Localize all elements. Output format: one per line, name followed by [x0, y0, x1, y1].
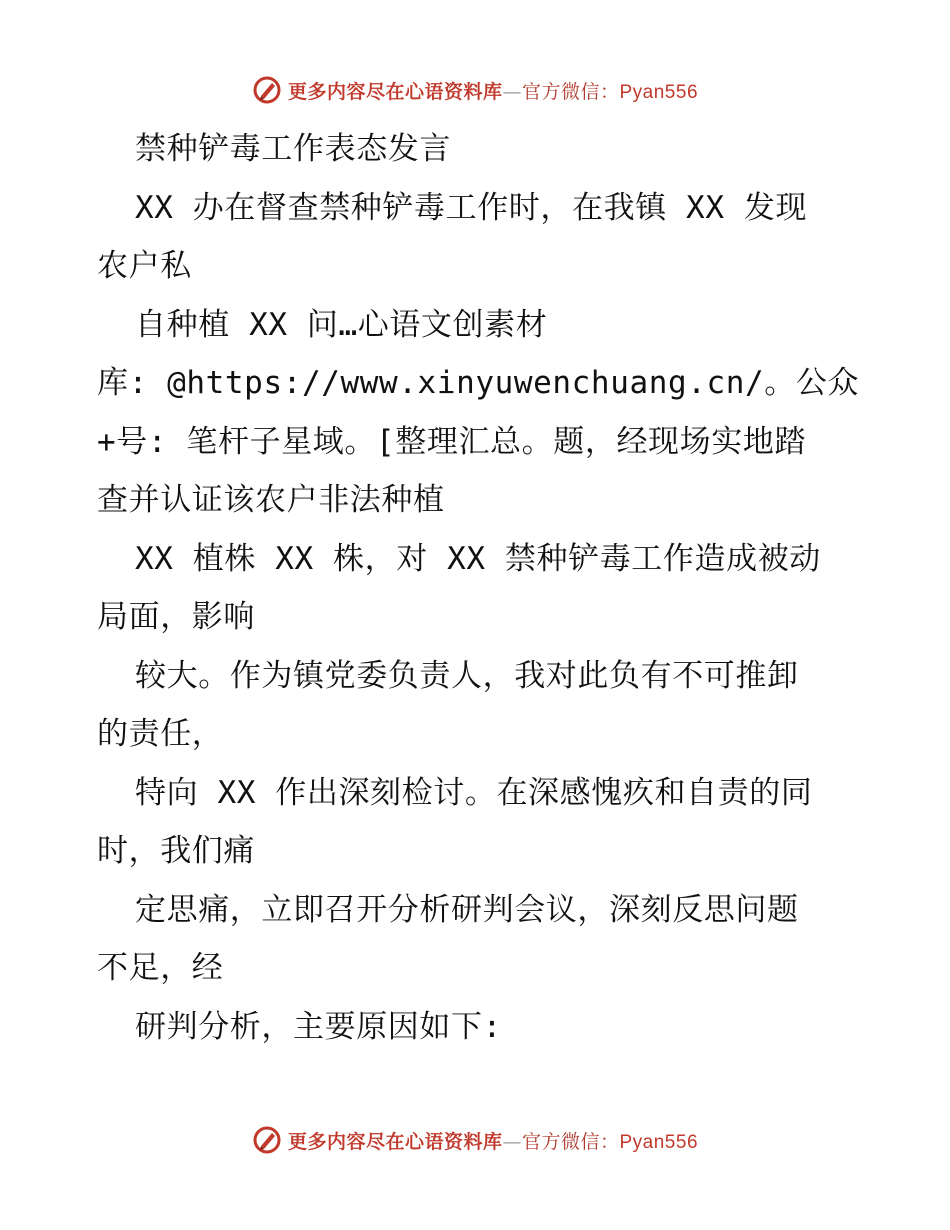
document-title: 禁种铲毒工作表态发言: [135, 131, 451, 167]
banner-wechat-label: 官方微信：: [521, 80, 620, 103]
paragraph-line: 时，我们痛: [97, 833, 255, 869]
paragraph-line: 农户私: [97, 248, 192, 284]
header-watermark-banner: [0, 68, 950, 112]
paragraph-line: 局面，影响: [97, 599, 255, 635]
banner-brand: 更多内容尽在心语资料库: [287, 1130, 503, 1153]
banner-text: [288, 1127, 698, 1154]
footer-watermark-banner: [0, 1118, 950, 1162]
paragraph-line: XX 办在督查禁种铲毒工作时，在我镇 XX 发现: [135, 189, 808, 226]
red-pen-circle-icon: [252, 75, 282, 105]
banner-text: [288, 77, 698, 104]
banner-wechat-id: Pyan556: [619, 1131, 699, 1153]
banner-separator: —: [502, 1130, 522, 1153]
paragraph-line: 的责任，: [97, 716, 224, 752]
paragraph-line: 特向 XX 作出深刻检讨。在深感愧疚和自责的同: [135, 774, 813, 811]
banner-brand: 更多内容尽在心语资料库: [287, 80, 503, 103]
paragraph-line: 查并认证该农户非法种植: [97, 482, 445, 518]
paragraph-line: XX 植株 XX 株，对 XX 禁种铲毒工作造成被动: [135, 540, 821, 577]
paragraph-line: 较大。作为镇党委负责人，我对此负有不可推卸: [135, 657, 799, 694]
paragraph-line: 不足，经: [97, 950, 224, 986]
paragraph-line: 库: @https://www.xinyuwenchuang.cn/。公众: [97, 365, 860, 401]
document-body: [97, 120, 877, 1056]
banner-wechat-label: 官方微信：: [521, 1130, 620, 1153]
paragraph-line: 定思痛，立即召开分析研判会议，深刻反思问题: [135, 891, 799, 928]
banner-separator: —: [502, 80, 522, 103]
paragraph-line: +号: 笔杆子星域。[整理汇总。题，经现场实地踏: [97, 423, 807, 460]
banner-wechat-id: Pyan556: [619, 81, 699, 103]
paragraph-line: 研判分析，主要原因如下:: [135, 1008, 502, 1045]
red-pen-circle-icon: [252, 1125, 282, 1155]
paragraph-line: 自种植 XX 问…心语文创素材: [135, 306, 548, 343]
